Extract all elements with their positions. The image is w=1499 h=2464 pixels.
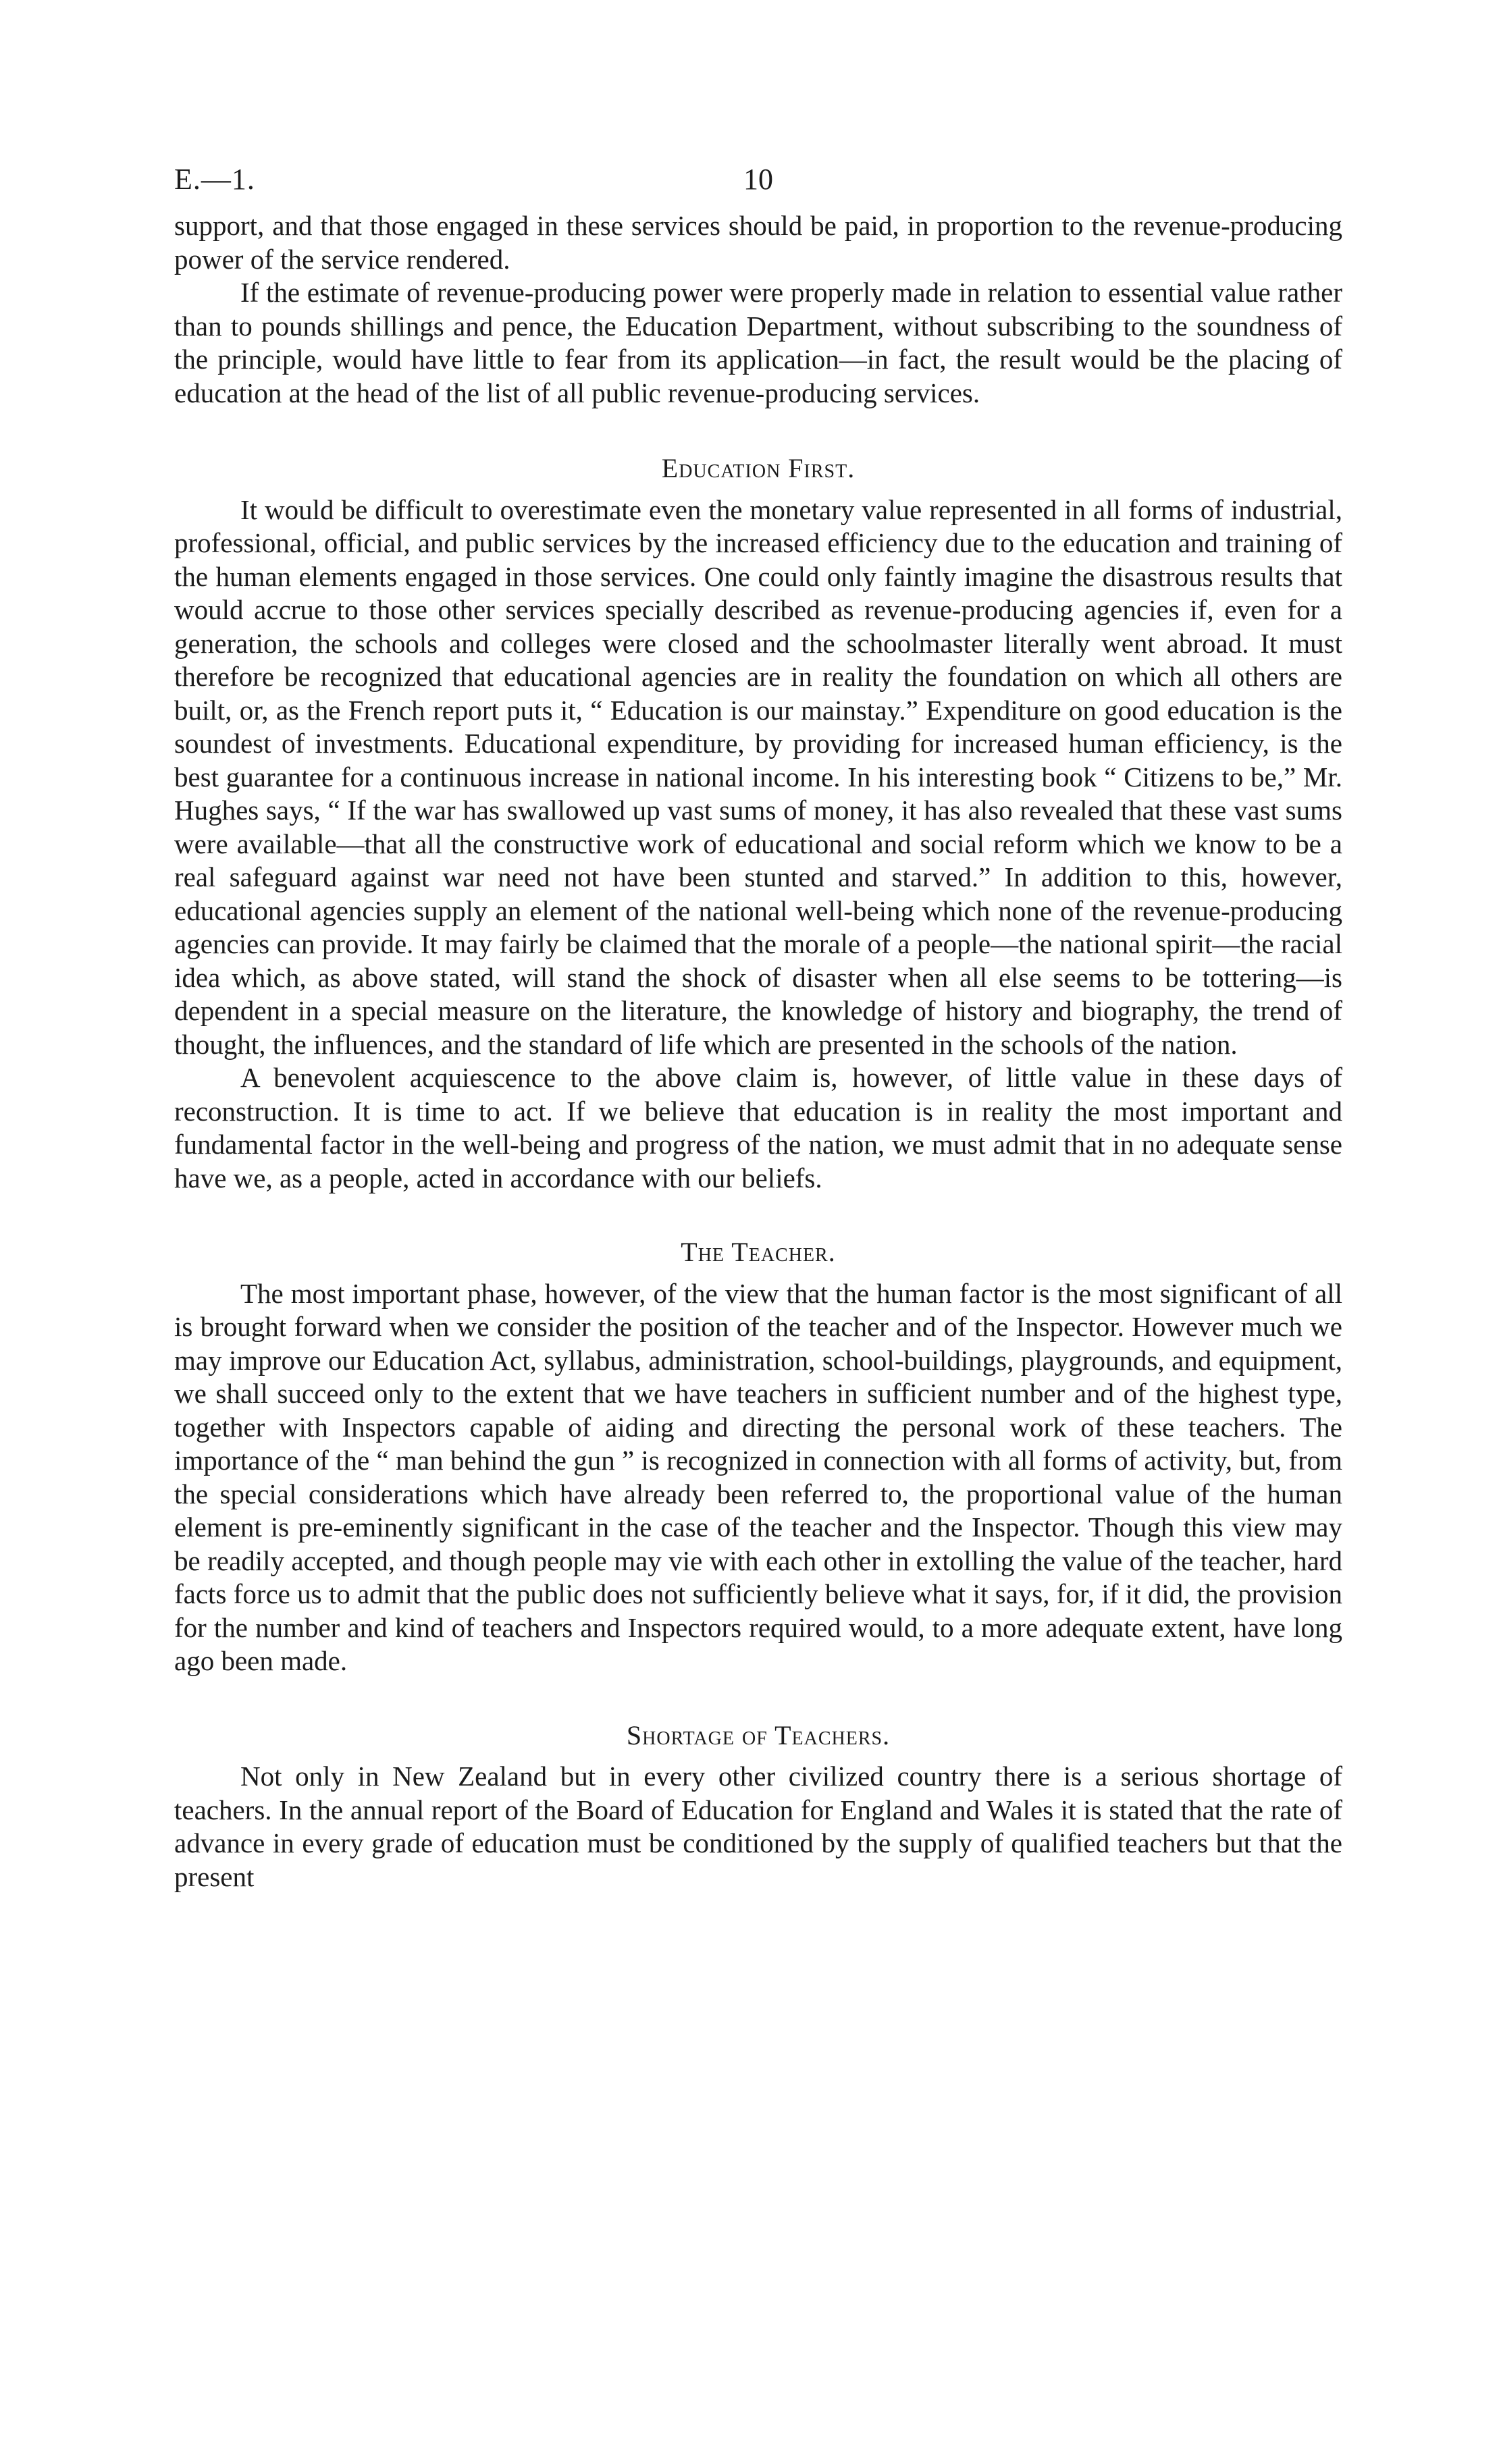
education-first-paragraph-1: It would be difficult to overestimate even the monetary value represented in all forms of industrial, professional, official, and public services by the increased efficiency due to the education and training of the human elements engaged in those services. One could only faintly imagine the disastrous results that would accrue to those other services specially described as revenue-producing agencies if, even for a generation, the schools and colleges were closed and the schoolmaster literally went abroad. It must therefore be recognized that educational agencies are in reality the foundation on which all others are built, or, as the French report puts it, “ Education is our mainstay.” Expenditure on good education is the soundest of investments. Educational expenditure, by providing for increased human efficiency, is the best guarantee for a continuous increase in national income. In his interesting book “ Citizens to be,” Mr. Hughes says, “ If the war has swallowed up vast sums of money, it has also revealed that these vast sums were available—that all the constructive work of educational and social reform which we know to be a real safeguard against war need not have been stunted and starved.” In addition to this, however, educational agencies supply an element of the national well-being which none of the revenue-producing agencies can provide. It may fairly be claimed that the morale of a people—the national spirit—the racial idea which, as above stated, will stand the shock of disaster when all else seems to be tottering—is dependent in a special measure on the literature, the knowledge of history and biography, the trend of thought, the influences, and the standard of life which are presented in the schools of the nation. [174,493,1342,1060]
shortage-paragraph-1: Not only in New Zealand but in every other civilized country there is a serious shortage of teachers. In the annual report of the Board of Education for England and Wales it is stated that the rate of advance in every grade of education must be conditioned by the supply of qualified teachers but that the present [174,1761,1342,1892]
intro-paragraph-1: support, and that those engaged in these services should be paid, in proportion to the revenue-producing power of the service rendered. [174,210,1342,275]
document-body [174,209,1342,1894]
document-reference: E.—1. [174,163,255,196]
the-teacher-paragraph-1: The most important phase, however, of the view that the human factor is the most significant of all is brought forward when we consider the position of the teacher and of the Inspector. However much we may improve our Education Act, syllabus, administration, school-buildings, playgrounds, and equipment, we shall succeed only to the extent that we have teachers in sufficient number and of the highest type, together with Inspectors capable of aiding and directing the personal work of these teachers. The importance of the “ man behind the gun ” is recognized in connection with all forms of activity, but, from the special considerations which have already been referred to, the proportional value of the human element is pre-eminently significant in the case of the teacher and the Inspector. Though this view may be readily accepted, and though people may vie with each other in extolling the value of the teacher, hard facts force us to admit that the public does not sufficiently believe what it says, for, if it did, the provision for the number and kind of teachers and Inspectors required would, to a more adequate extent, have long ago been made. [174,1277,1342,1676]
heading-the-teacher: The Teacher. [681,1237,836,1267]
page-number: 10 [743,163,773,196]
heading-shortage-of-teachers: Shortage of Teachers. [626,1719,891,1750]
heading-education-first: Education First. [661,453,856,483]
intro-paragraph-2: If the estimate of revenue-producing power were properly made in relation to essential value rather than to pounds shillings and pence, the Education Department, without subscribing to the soundness of the principle, would have little to fear from its application—in fact, the result would be the placing of education at the head of the list of all public revenue-producing services. [174,277,1342,408]
education-first-paragraph-2: A benevolent acquiescence to the above claim is, however, of little value in these days of reconstruction. It is time to act. If we believe that education is in reality the most important and fundamental factor in the well-being and progress of the nation, we must admit that in no adequate sense have we, as a people, acted in accordance with our beliefs. [174,1062,1342,1194]
document-page [174,162,1342,1894]
page-header [174,162,1342,203]
